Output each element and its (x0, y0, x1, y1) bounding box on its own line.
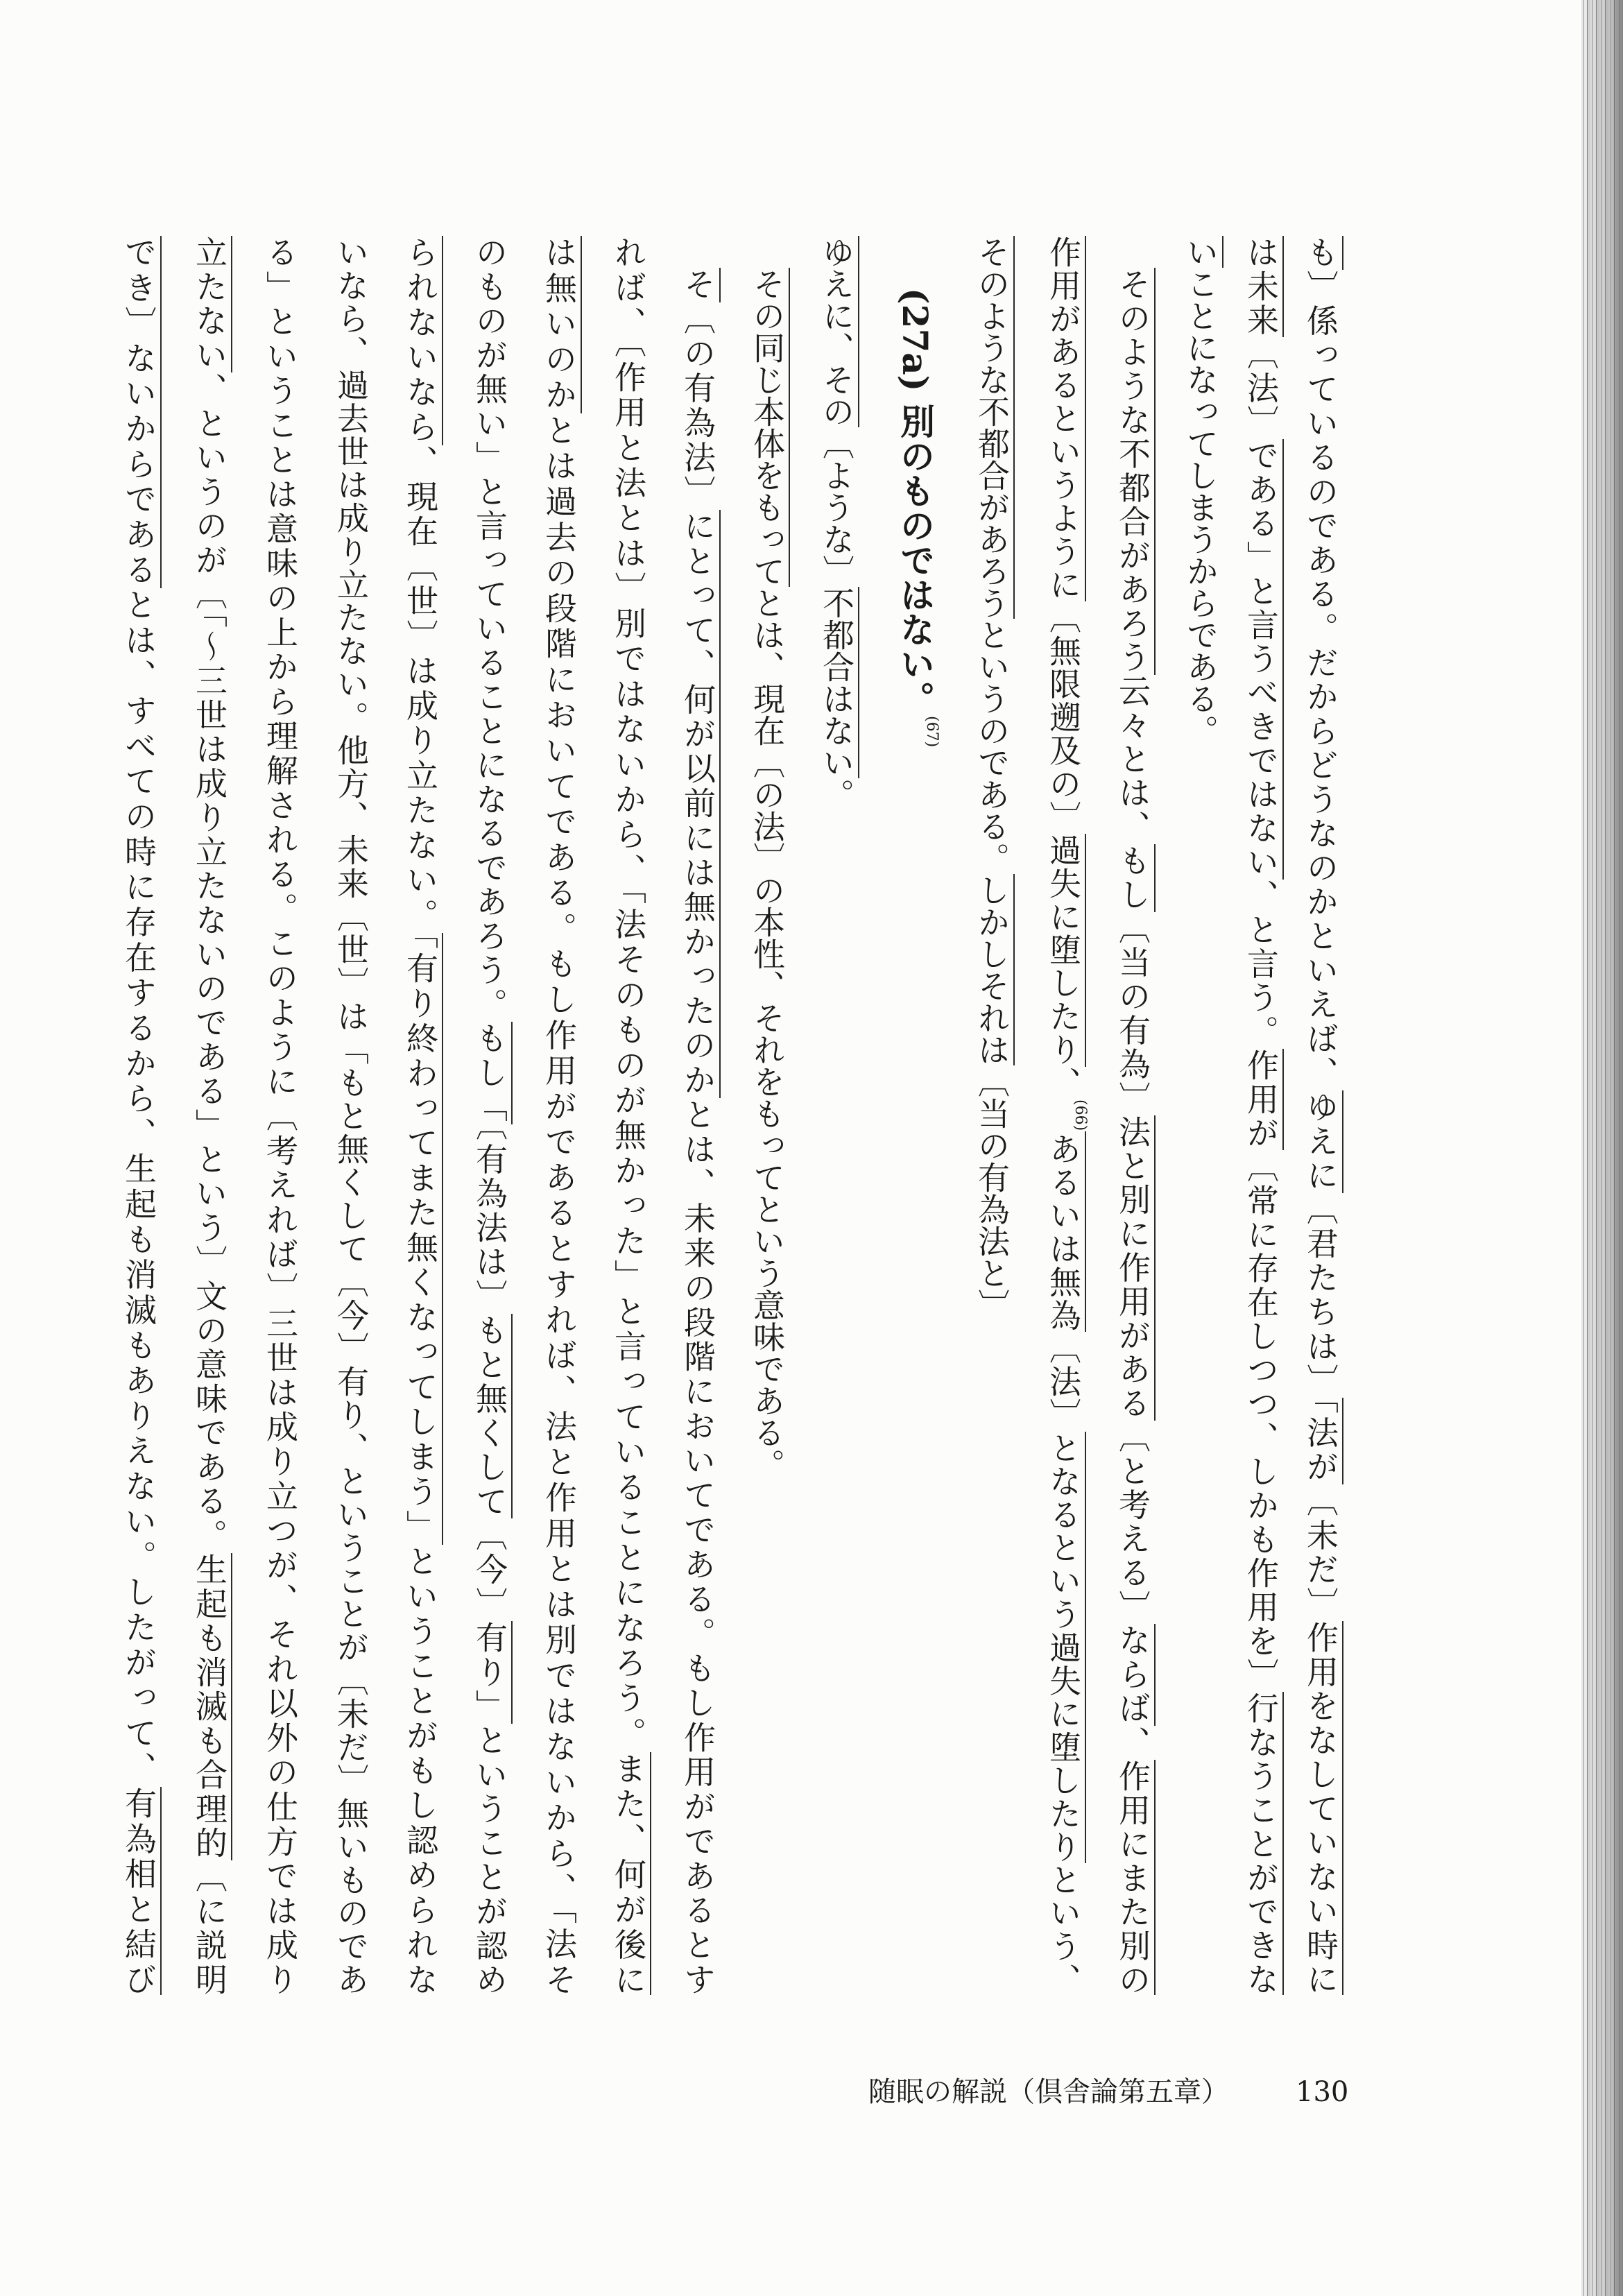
body-text: 、現在〔世〕は成り立たない。 (402, 445, 439, 934)
sidelined-text: そのような不都合があろう (973, 236, 1015, 619)
body-text: 〔ような〕 (818, 427, 855, 587)
sidelined-text: ゆえに、その (818, 236, 859, 427)
sidelined-text: そ (679, 268, 721, 302)
text-column (258, 236, 302, 1995)
body-text: 〕係っているのである。だからどうなのかといえば、 (1302, 270, 1339, 1090)
text-column (745, 236, 789, 1480)
body-text: とは、未来の段階においてである。もし作用がであるとす (679, 1098, 716, 1996)
sidelined-text: でき〕ないからである (120, 236, 162, 588)
sidelined-text: 有り」 (471, 1621, 513, 1724)
sidelined-text: 法と別に作用がある (1114, 1115, 1156, 1421)
body-text: 〔の有為法〕 (679, 302, 716, 511)
sidelined-text: 有為相と結び (120, 1787, 162, 1995)
body-text: 、というのが〔「～三世は成り立たないのである」という〕文の意味である。 (191, 372, 228, 1553)
text-column (329, 236, 373, 1995)
text-column (970, 236, 1014, 1321)
sidelined-text: その同じ本体をもって (748, 268, 790, 587)
sidelined-text: 作用にまた別の (1114, 1760, 1156, 1995)
text-column (676, 236, 720, 1995)
text-column (117, 236, 161, 1995)
sidelined-text: にとって、何が以前には無かったのか (679, 510, 721, 1098)
sidelined-text: そのような不都合があろう (1114, 268, 1156, 675)
text-column (814, 236, 859, 810)
text-column (1298, 236, 1343, 1995)
body-text: という、 (1045, 1863, 1082, 1996)
body-text: 、 (1114, 1725, 1151, 1760)
body-text: のものが無い」と言っていることになるであろう。 (471, 236, 508, 1022)
text-column (1041, 236, 1089, 1996)
sidelined-text: 作用をなしていない時に (1302, 1621, 1343, 1995)
text-column (398, 236, 443, 1995)
sidelined-text: 「法が (1302, 1398, 1343, 1484)
sidelined-text: い (1182, 236, 1223, 268)
section-heading: 別のものではない。 (895, 403, 936, 716)
sidelined-text: は無いのか (540, 236, 582, 413)
body-text: れば、〔作用と法とは〕別ではないから、「法そのものが無かった」と言っていることになろう。 (610, 236, 647, 1752)
body-text: 〔に説明 (191, 1860, 228, 1996)
sidelined-text: 行なうことができな (1242, 1692, 1284, 1995)
body-text: 〔当の有為法と〕 (973, 1065, 1011, 1321)
section-heading-column (891, 288, 939, 747)
body-text: いなら、過去世は成り立たない。他方、未来〔世〕は「もと無くして〔今〕有り、ということが〔未だ〕無いものであ (332, 236, 370, 1995)
scan-edge (1581, 0, 1623, 2296)
body-text: 〔と考える〕 (1114, 1420, 1151, 1625)
body-text: ということが認め (471, 1724, 508, 1996)
body-text: とは、すべての時に存在するから、生起も消滅もありえない。したがって、 (120, 588, 157, 1787)
body-text: 〔君たちは〕 (1302, 1192, 1339, 1398)
footnote-marker: (66) (1072, 1099, 1089, 1131)
sidelined-text: である」と言うべきではない (1242, 439, 1284, 880)
sidelined-text: もし (1114, 844, 1156, 912)
sidelined-text: 不都合はない (818, 587, 859, 778)
body-text: る」ということは意味の上から理解される。このように〔考えれば〕三世は成り立つが、それ以外の仕方では成り (261, 236, 299, 1996)
sidelined-text: もと無くして (471, 1314, 513, 1519)
sidelined-text: あるいは無為 (1045, 1131, 1086, 1332)
body-text: 〔法〕 (1045, 1331, 1082, 1432)
text-column (1239, 236, 1283, 1995)
sidelined-text: ならば (1114, 1624, 1156, 1726)
sidelined-text: もし「 (471, 1022, 513, 1124)
body-text: 〔当の有為〕 (1114, 911, 1151, 1116)
text-column (187, 236, 232, 1995)
body-text: 〔未だ〕 (1302, 1484, 1339, 1622)
body-text: 云々とは、 (1114, 674, 1151, 844)
sidelined-text: 生起も消滅も合理的 (191, 1553, 232, 1860)
body-text: とは、現在〔の法〕の本性、それをもってという意味である。 (748, 587, 786, 1480)
body-text: 〔無限遡及の〕 (1045, 601, 1082, 834)
text-column (606, 236, 651, 1995)
text-column (1178, 236, 1223, 746)
text-column (537, 236, 581, 1995)
sidelined-text: られないなら (402, 236, 443, 445)
section-heading: (27a) (895, 288, 936, 392)
sidelined-text: ゆえに (1302, 1090, 1343, 1193)
sidelined-text: 作用が (1242, 1049, 1284, 1150)
body-text: 。 (818, 778, 855, 810)
sidelined-text: 過失に堕したり (1045, 834, 1086, 1066)
running-head: 随眠の解説（倶舎論第五章） (868, 2076, 1229, 2108)
sidelined-text: 「有り終わってまた無くなってしまう」 (402, 933, 443, 1545)
sidelined-text: 立たない (191, 236, 232, 372)
sidelined-text: となるという過失に堕したり (1045, 1432, 1086, 1864)
body-text: 〔法〕 (1242, 337, 1280, 439)
body-text: ことになってしまうからである。 (1182, 268, 1219, 746)
sidelined-text: は未来 (1242, 236, 1284, 337)
body-text: 〔常に存在しつつ、しかも作用を〕 (1242, 1150, 1280, 1693)
body-text: とは過去の段階においてである。もし作用がであるとすれば、法と作用とは別ではないから、「法そ (540, 413, 578, 1996)
body-text: 、 (1045, 1066, 1082, 1100)
text-column (467, 236, 512, 1995)
page-number: 130 (1296, 2076, 1349, 2108)
body-text: 〔今〕 (471, 1518, 508, 1622)
text-column (1110, 236, 1155, 1995)
sidelined-text: も (1302, 236, 1343, 270)
body-text: ということがもし認められな (402, 1544, 439, 1996)
sidelined-text: しかしそれは (973, 874, 1015, 1065)
sidelined-text: また、何が後に (610, 1752, 651, 1995)
sidelined-text: 作用があるというように (1045, 236, 1086, 601)
body-text: というのである。 (973, 619, 1011, 874)
footnote-marker: (67) (923, 715, 941, 747)
body-text: 〔有為法は〕 (471, 1124, 508, 1314)
body-text: 、と言う。 (1242, 879, 1280, 1049)
